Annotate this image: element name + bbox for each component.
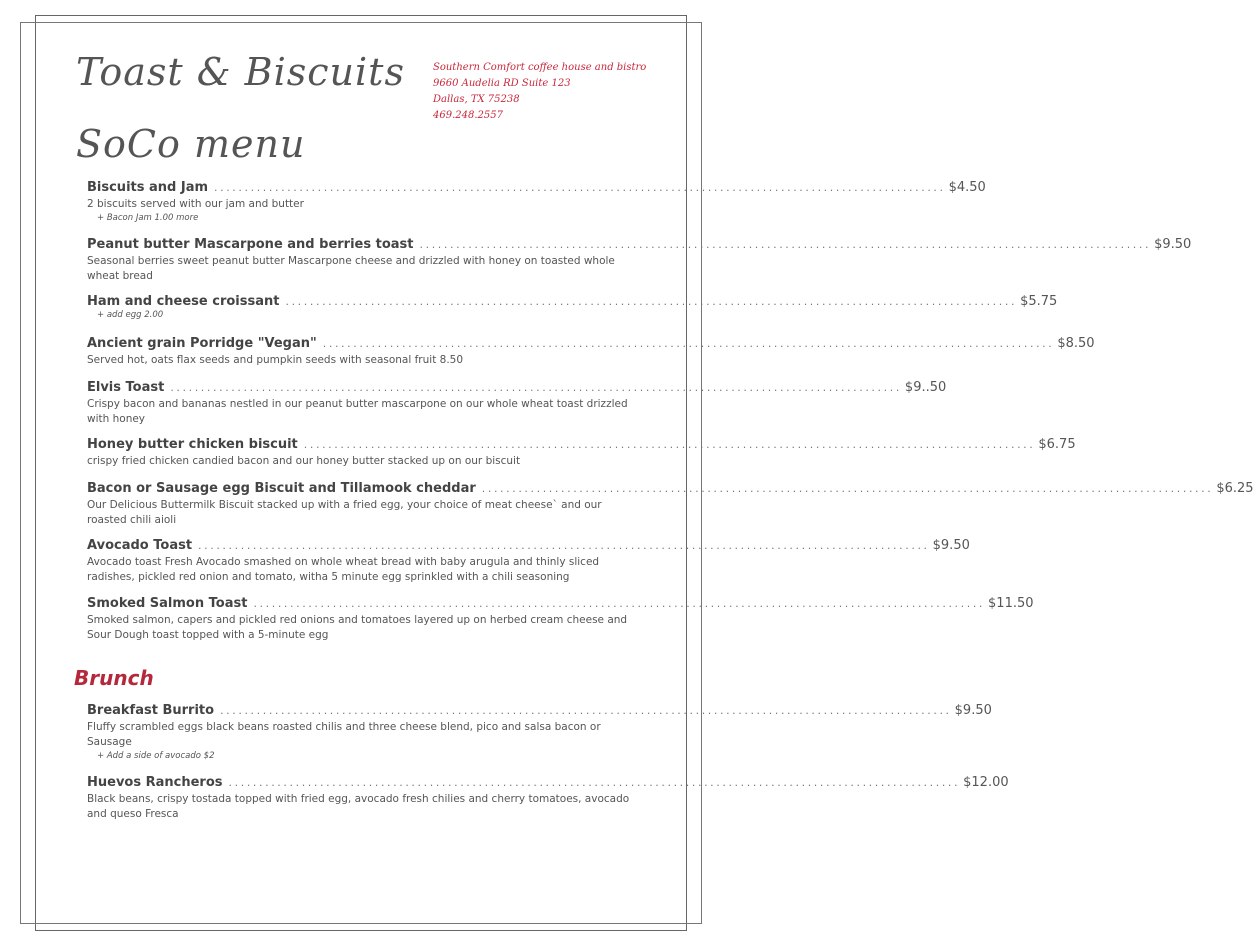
item-name: Avocado Toast	[87, 538, 193, 553]
item-row	[87, 596, 1034, 611]
item-description: crispy fried chicken candied bacon and our honey butter stacked up on our biscuit	[87, 455, 521, 467]
item-row	[87, 180, 986, 195]
item-addon-note: + add egg 2.00	[97, 310, 164, 320]
item-description: Crispy bacon and bananas nestled in our peanut butter mascarpone on our whole wheat toast drizzled with honey	[87, 398, 628, 425]
city-state: Dallas, TX 75238	[433, 94, 520, 105]
address-block	[433, 60, 646, 124]
menu-item	[87, 775, 1009, 822]
item-price: $4.50	[948, 180, 986, 195]
menu-item	[87, 180, 986, 225]
item-price: $8.50	[1057, 336, 1095, 351]
item-description: Avocado toast Fresh Avocado smashed on whole wheat bread with baby arugula and thinly sliced radishes, pickled red onion and tomato, witha 5 minute egg sprinkled with a chili seasoning	[87, 556, 600, 583]
dot-leader: ........................................................................................................................	[253, 597, 986, 610]
item-price: $9..50	[904, 380, 947, 395]
menu-item	[87, 437, 1076, 469]
dot-leader: ........................................................................................................................	[198, 539, 930, 552]
menu-item	[87, 336, 1095, 368]
item-name: Peanut butter Mascarpone and berries toast	[87, 237, 414, 252]
menu-title: Toast & Biscuits	[76, 50, 405, 94]
item-price: $5.75	[1020, 294, 1058, 309]
menu-item	[87, 237, 1192, 284]
item-description: Fluffy scrambled eggs black beans roasted chilis and three cheese blend, pico and salsa bacon or Sausage	[87, 721, 601, 748]
item-row	[87, 775, 1009, 790]
item-name: Huevos Rancheros	[87, 775, 223, 790]
item-row	[87, 380, 947, 395]
dot-leader: ........................................................................................................................	[214, 181, 946, 194]
menu-item	[87, 294, 1058, 322]
street-address: 9660 Audelia RD Suite 123	[433, 78, 571, 89]
item-price: $6.25	[1216, 481, 1254, 496]
item-name: Bacon or Sausage egg Biscuit and Tillamook cheddar	[87, 481, 476, 496]
dot-leader: ........................................................................................................................	[419, 238, 1152, 251]
item-description: 2 biscuits served with our jam and butter	[87, 198, 304, 210]
menu-item	[87, 380, 947, 427]
dot-leader: ........................................................................................................................	[481, 482, 1214, 495]
dot-leader: ........................................................................................................................	[322, 337, 1055, 350]
dot-leader: ........................................................................................................................	[170, 381, 902, 394]
dot-leader: ........................................................................................................................	[228, 776, 961, 789]
item-name: Ham and cheese croissant	[87, 294, 280, 309]
item-name: Honey butter chicken biscuit	[87, 437, 298, 452]
item-description: Smoked salmon, capers and pickled red onions and tomatoes layered up on herbed cream cheese and Sour Dough toast topped with a 5-minute egg	[87, 614, 628, 641]
item-description: Our Delicious Buttermilk Biscuit stacked up with a fried egg, your choice of meat cheese` and our roasted chili aioli	[87, 499, 602, 526]
item-name: Breakfast Burrito	[87, 703, 215, 718]
item-price: $6.75	[1038, 437, 1076, 452]
item-name: Smoked Salmon Toast	[87, 596, 248, 611]
item-addon-note: + Add a side of avocado $2	[97, 751, 215, 761]
item-price: $9.50	[932, 538, 970, 553]
item-row	[87, 294, 1058, 309]
dot-leader: ........................................................................................................................	[303, 438, 1036, 451]
menu-item	[87, 703, 992, 763]
item-row	[87, 237, 1192, 252]
item-row	[87, 481, 1254, 496]
dot-leader: ........................................................................................................................	[220, 704, 952, 717]
dot-leader: ........................................................................................................................	[285, 295, 1018, 308]
item-description: Seasonal berries sweet peanut butter Mascarpone cheese and drizzled with honey on toasted whole wheat bread	[87, 255, 615, 282]
item-price: $11.50	[988, 596, 1034, 611]
menu-item	[87, 481, 1254, 528]
item-row	[87, 336, 1095, 351]
phone-number: 469.248.2557	[433, 110, 503, 121]
item-price: $9.50	[954, 703, 992, 718]
menu-item	[87, 596, 1034, 643]
section-title-brunch: Brunch	[74, 666, 154, 690]
item-name: Biscuits and Jam	[87, 180, 209, 195]
item-row	[87, 437, 1076, 452]
item-addon-note: + Bacon Jam 1.00 more	[97, 213, 199, 223]
item-row	[87, 703, 992, 718]
business-name: Southern Comfort coffee house and bistro	[433, 62, 647, 73]
item-name: Ancient grain Porridge "Vegan"	[87, 336, 317, 351]
menu-item	[87, 538, 970, 585]
item-price: $12.00	[963, 775, 1009, 790]
item-description: Black beans, crispy tostada topped with fried egg, avocado fresh chilies and cherry tomatoes, avocado and queso Fresca	[87, 793, 630, 820]
menu-subtitle: SoCo menu	[76, 122, 306, 166]
item-price: $9.50	[1154, 237, 1192, 252]
item-row	[87, 538, 970, 553]
item-description: Served hot, oats flax seeds and pumpkin seeds with seasonal fruit 8.50	[87, 354, 464, 366]
item-name: Elvis Toast	[87, 380, 165, 395]
